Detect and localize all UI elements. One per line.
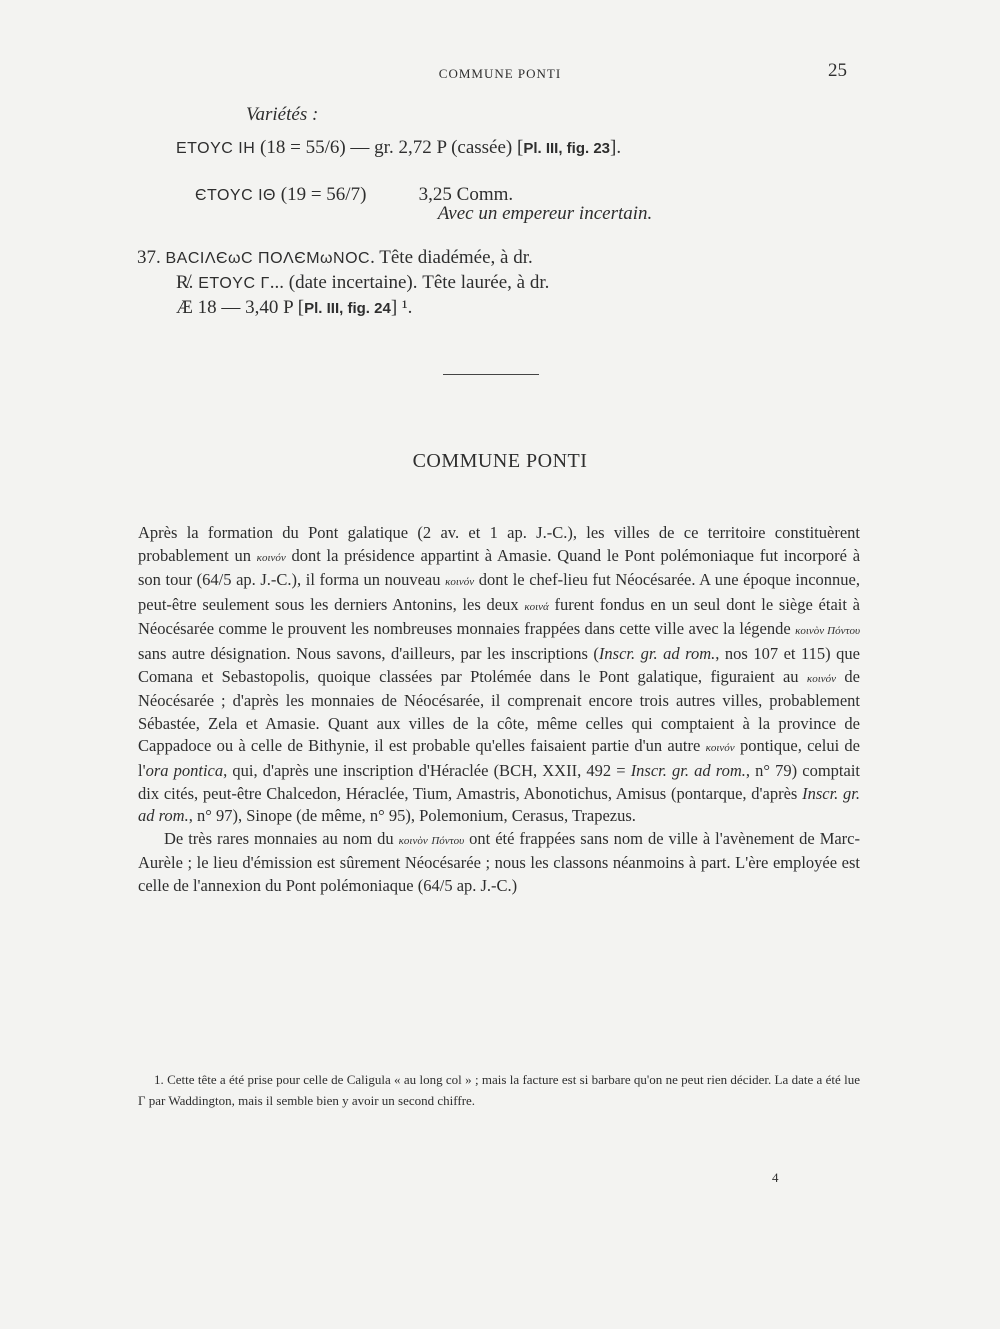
text-run: ont été frappées sans nom de ville à l'avènement de Marc-Aurèle ; le lieu d'émission est sûrement Néocésarée ; nous les classons néanmoins à part. L'ère employée est celle de l'annexion du Pont polémoniaque (64/5 ap. J.-C.) (138, 828, 860, 895)
greek-word: κοινά (524, 600, 549, 613)
coin-legend: ЄTOYC IΘ (195, 187, 276, 204)
text-run: , qui, d'après une inscription d'Héraclée (BCH, XXII, 492 = (223, 760, 631, 780)
obverse-legend: BACIΛЄωC ΠOΛЄMωNOC (165, 250, 371, 267)
section-title: COMMUNE PONTI (412, 450, 588, 472)
running-title: COMMUNE PONTI (438, 66, 562, 81)
coin-entry-obverse (137, 247, 533, 269)
section-divider (443, 374, 539, 375)
greek-word: κοινόν (445, 576, 475, 589)
citation: Inscr. gr. ad rom. (598, 643, 716, 663)
coin-entry-reverse (176, 272, 549, 294)
text-run: De très rares monnaies au nom du (164, 828, 399, 848)
page-number: 25 (828, 60, 847, 81)
greek-word: κοινὸν Πόντου (795, 625, 860, 638)
text-run: furent fondus en un seul dont le siège était à Néocésarée comme le prouvent les nombreuses monnaies frappées dans cette ville avec la légende (138, 594, 860, 639)
text-run: de Néocésarée ; d'après les monnaies de Néocésarée, il comprenait encore trois autres villes, probablement Sébastée, Zela et Amasie. Quant aux villes de la côte, même celles qui comptaient à la province de Cappadoce ou à celle de Bithynie, il est probable qu'elles faisaient partie d'un autre (138, 666, 860, 756)
coin-tail: ] ¹. (390, 297, 413, 318)
greek-word: κοινόν (705, 742, 735, 755)
metal-mark: Æ (176, 297, 193, 318)
greek-word: κοινόν (256, 551, 286, 564)
obverse-desc: . Tête diadémée, à dr. (370, 247, 533, 268)
plate-ref: Pl. III, fig. 23 (523, 140, 611, 157)
paragraph-2 (138, 828, 860, 898)
coin-tail: ]. (610, 137, 622, 158)
text-run: , nos 107 et 115) que Comana et Sebastopolis, quoique classées par Ptolémée dans le Pont galatique, figuraient au (138, 643, 860, 686)
reverse-mark: R̸. (176, 272, 194, 293)
body-text (138, 522, 860, 898)
variety-line-1 (176, 137, 621, 159)
weight: 18 — 3,40 P [ (192, 297, 305, 318)
citation: Inscr. gr. ad rom. (138, 783, 860, 826)
uncertain-emperor-heading: Avec un empereur incertain. (437, 203, 653, 224)
plate-ref: Pl. III, fig. 24 (304, 300, 391, 317)
greek-word: κοινόν (806, 672, 837, 685)
text-run: dont le chef-lieu fut Néocésarée. A une époque inconnue, peut-être seulement sous les derniers Antonins, les deux (138, 570, 860, 614)
coin-entry-weight (176, 297, 412, 319)
footnote (138, 1069, 860, 1111)
text-run: sans autre désignation. Nous savons, d'ailleurs, par les inscriptions ( (138, 643, 599, 663)
text-run: Après la formation du Pont galatique (2 av. et 1 ap. J.-C.), les villes de ce territoire constituèrent probablement un (138, 523, 860, 565)
coin-desc: (18 = 55/6) — gr. 2,72 P (cassée) [ (255, 137, 524, 158)
reverse-desc: ... (date incertaine). Tête laurée, à dr. (269, 272, 550, 293)
paragraph-1 (138, 522, 860, 828)
text-run: pontique, celui de l' (138, 736, 860, 780)
greek-word: κοινὸν Πόντου (398, 834, 465, 847)
footnote-text: 1. Cette tête a été prise pour celle de Caligula « au long col » ; mais la facture est si barbare qu'on ne peut rien décider. La date a été lue Γ par Waddington, mais il semble bien y avoir un second chiffre. (138, 1072, 860, 1108)
signature-mark: 4 (772, 1170, 779, 1185)
citation: ora pontica (145, 760, 224, 780)
text-run: , n° 79) comptait dix cités, peut-être Chalcedon, Héraclée, Tium, Amastris, Abonotichus, Amisus (pontarque, d'après (138, 760, 861, 803)
text-run: dont la présidence appartint à Amasie. Quand le Pont polémoniaque fut incorporé à son tour (64/5 ap. J.-C.), il forma un nouveau (138, 545, 861, 590)
text-run: , n° 97), Sinope (de même, n° 95), Polemonium, Cerasus, Trapezus. (188, 806, 636, 826)
reverse-legend: ETOYC Γ (198, 275, 270, 292)
coin-desc: (19 = 56/7) 3,25 Comm. (276, 184, 514, 205)
varietes-label: Variétés : (246, 104, 319, 125)
entry-number: 37. (137, 247, 161, 268)
citation: Inscr. gr. ad rom. (630, 760, 746, 780)
coin-legend: ETOYC IH (176, 140, 256, 157)
